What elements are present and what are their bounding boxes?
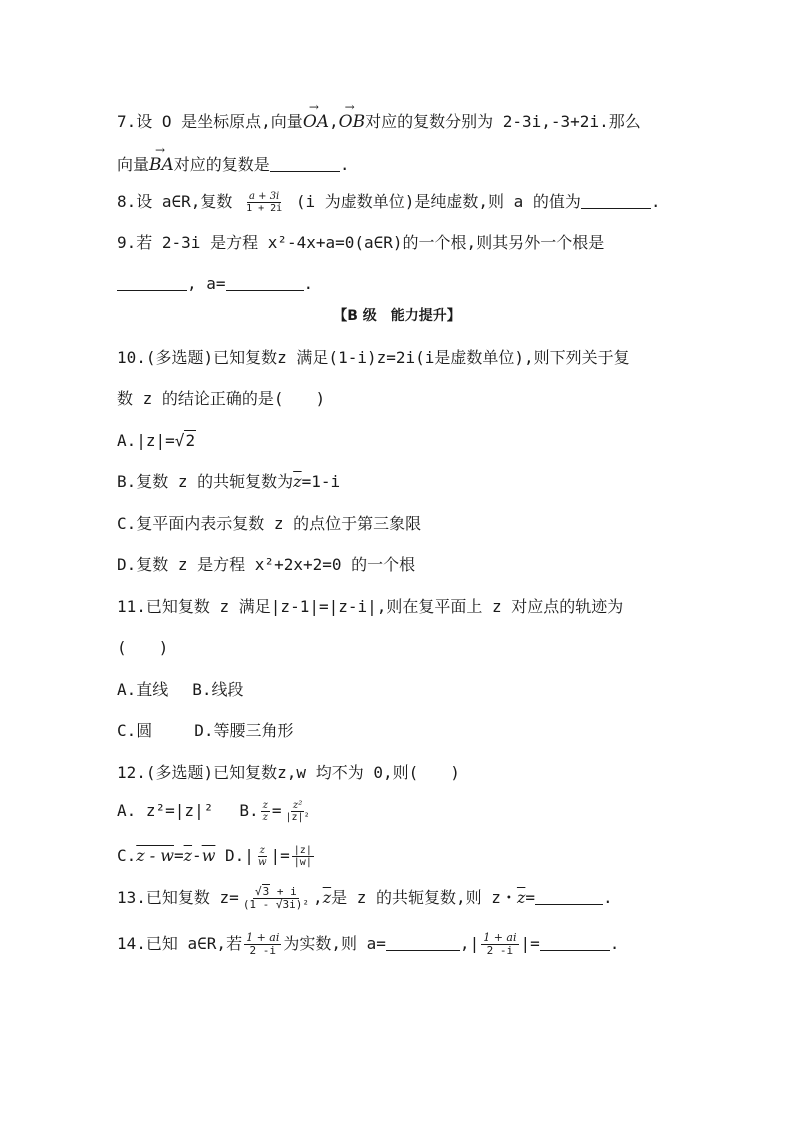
q14-fraction-2 xyxy=(481,932,518,957)
q9-answer-blank-1[interactable] xyxy=(117,274,187,291)
conjugate-z-2: $\overline{z}$ xyxy=(516,888,526,907)
q10-opt-d-text: D.复数 z 是方程 x²+2x+2=0 的一个根 xyxy=(117,555,416,574)
q12-options-ab xyxy=(117,800,314,823)
q8-end: . xyxy=(650,192,661,211)
q11-opt-b: B.线段 xyxy=(192,680,244,699)
conjugate-z: $\overline{z}$ xyxy=(322,888,332,907)
section-heading: 【B 级 能力提升】 xyxy=(333,308,461,324)
q12-d-den2: |w| xyxy=(293,857,312,868)
sqrt-symbol: √3 xyxy=(255,885,270,898)
q12-opt-d-frac-2 xyxy=(292,845,314,868)
q8-frac-den: 1 + 2i xyxy=(246,203,283,214)
q12-c-wbar: $\overline{w}$ xyxy=(201,846,216,865)
q12-b-eq: = xyxy=(271,801,282,820)
q12-b-num2: z² xyxy=(292,800,303,811)
q12-b-den2: |z|² xyxy=(285,812,310,823)
q11-options-cd xyxy=(117,721,294,741)
q12-opt-b-frac-1 xyxy=(261,800,270,823)
question-7-line-1 xyxy=(117,112,641,132)
vector-ob: → OB xyxy=(339,112,365,132)
question-9-line-2 xyxy=(117,274,313,294)
q11-opt-c: C.圆 xyxy=(117,721,153,740)
q10-option-b xyxy=(117,472,340,492)
q12-d-lbar: | xyxy=(244,846,254,865)
q12-opt-a: A. z²=|z|² xyxy=(117,801,214,820)
q14-abs-left: | xyxy=(469,934,480,953)
q12-d-rbar: | xyxy=(270,846,281,865)
question-14 xyxy=(117,932,619,957)
q7-end: . xyxy=(339,155,350,174)
q12-d-den: w xyxy=(257,857,267,868)
q9-text: 9.若 2-3i 是方程 x²-4x+a=0(a∈R)的一个根,则其另外一个根是 xyxy=(117,233,605,252)
q14-end: . xyxy=(609,934,620,953)
q7-text-3: 对应的复数是 xyxy=(173,155,270,174)
question-11-line-1 xyxy=(117,597,623,617)
q13-text-2: 是 z 的共轭复数,则 z・ xyxy=(331,888,517,907)
q10-opt-b-text: B.复数 z 的共轭复数为 xyxy=(117,472,294,491)
q12-b-num: z xyxy=(262,800,268,811)
q14-text-2: 为实数,则 a= xyxy=(283,934,386,953)
q10-option-c xyxy=(117,514,421,534)
q7-text: 7.设 O 是坐标原点,向量 xyxy=(117,112,303,131)
q10-option-a xyxy=(117,431,196,451)
question-10-line-2 xyxy=(117,389,325,409)
q12-opt-d-label: D. xyxy=(225,846,245,865)
q7-text-mid: 对应的复数分别为 2-3i,-3+2i.那么 xyxy=(365,112,641,131)
question-7-line-2 xyxy=(117,155,349,175)
q13-num-rest: + i xyxy=(270,885,297,898)
q14-abs-right: |= xyxy=(520,934,540,953)
q12-d-num2: |z| xyxy=(293,845,312,856)
q12-options-cd xyxy=(117,845,316,868)
q14-comma: , xyxy=(459,934,470,953)
q14-num2: 1 + ai xyxy=(483,931,517,944)
question-8 xyxy=(117,191,661,214)
q14-fraction-1 xyxy=(244,932,281,957)
q13-text: 13.已知复数 z= xyxy=(117,888,239,907)
q12-b-den: z xyxy=(262,812,268,823)
q12-opt-b-label: B. xyxy=(239,801,259,820)
q12-c-eq: = xyxy=(173,846,184,865)
q10-text: 10.(多选题)已知复数z 满足(1-i)z=2i(i是虚数单位),则下列关于复 xyxy=(117,348,630,367)
q9-answer-blank-2[interactable] xyxy=(226,274,304,291)
q12-text: 12.(多选题)已知复数z,w 均不为 0,则( ) xyxy=(117,763,460,782)
q8-fraction xyxy=(244,191,284,214)
q13-fraction xyxy=(241,886,311,911)
q14-answer-blank-1[interactable] xyxy=(386,934,460,951)
vector-ba: → BA xyxy=(149,155,174,175)
q14-num: 1 + ai xyxy=(246,931,280,944)
q13-answer-blank[interactable] xyxy=(535,888,603,905)
q11-text-2: ( ) xyxy=(117,638,169,657)
question-11-line-2 xyxy=(117,638,168,658)
q14-den: 2 -i xyxy=(249,944,276,957)
q9-end: . xyxy=(303,274,314,293)
vector-oa: → OA xyxy=(303,112,329,132)
q8-answer-blank[interactable] xyxy=(581,192,651,209)
q12-c-lhs: z - w xyxy=(136,846,174,865)
q13-eq: = xyxy=(525,888,536,907)
q14-answer-blank-2[interactable] xyxy=(540,934,610,951)
question-12 xyxy=(117,763,460,783)
question-9-line-1 xyxy=(117,233,604,253)
q11-text: 11.已知复数 z 满足|z-1|=|z-i|,则在复平面上 z 对应点的轨迹为 xyxy=(117,597,624,616)
q12-d-num: z xyxy=(259,845,265,856)
q9-text-mid: , a= xyxy=(187,274,226,293)
conjugate-z: $\overline{z}$ xyxy=(293,472,302,491)
q7-comma: , xyxy=(329,112,339,131)
q13-den: (1 - √3i)² xyxy=(242,898,310,911)
q10-opt-a-radicand: 2 xyxy=(185,431,196,450)
q10-opt-b-value: =1-i xyxy=(301,472,341,491)
q10-opt-c-text: C.复平面内表示复数 z 的点位于第三象限 xyxy=(117,514,422,533)
q12-opt-d-frac-1 xyxy=(256,845,269,868)
q11-options-ab xyxy=(117,680,244,700)
question-13 xyxy=(117,886,613,911)
q14-text: 14.已知 a∈R,若 xyxy=(117,934,243,953)
q11-opt-d: D.等腰三角形 xyxy=(194,721,294,740)
q8-text-2: (i 为虚数单位)是纯虚数,则 a 的值为 xyxy=(295,192,581,211)
q13-end: . xyxy=(603,888,613,907)
q10-opt-a-text: A.|z|= xyxy=(117,431,175,450)
q13-radicand: 3 xyxy=(262,885,270,898)
sqrt-symbol: √2 xyxy=(174,431,196,450)
q11-opt-a: A.直线 xyxy=(117,680,169,699)
q8-text: 8.设 a∈R,复数 xyxy=(117,192,233,211)
q8-frac-num: a + 3i xyxy=(249,191,280,202)
q13-comma: , xyxy=(313,888,323,907)
q12-c-minus: - xyxy=(192,846,202,865)
q10-text-2: 数 z 的结论正确的是( ) xyxy=(117,389,326,408)
q14-den2: 2 -i xyxy=(486,944,514,957)
q10-option-d xyxy=(117,555,415,575)
q12-c-zbar: $\overline{z}$ xyxy=(183,846,193,865)
q7-text-2: 向量 xyxy=(117,155,150,174)
q12-d-eq: = xyxy=(280,846,290,865)
q12-opt-b-frac-2 xyxy=(284,800,312,823)
question-10-line-1 xyxy=(117,348,630,368)
q12-opt-c-label: C. xyxy=(117,846,137,865)
q7-answer-blank[interactable] xyxy=(270,155,340,172)
